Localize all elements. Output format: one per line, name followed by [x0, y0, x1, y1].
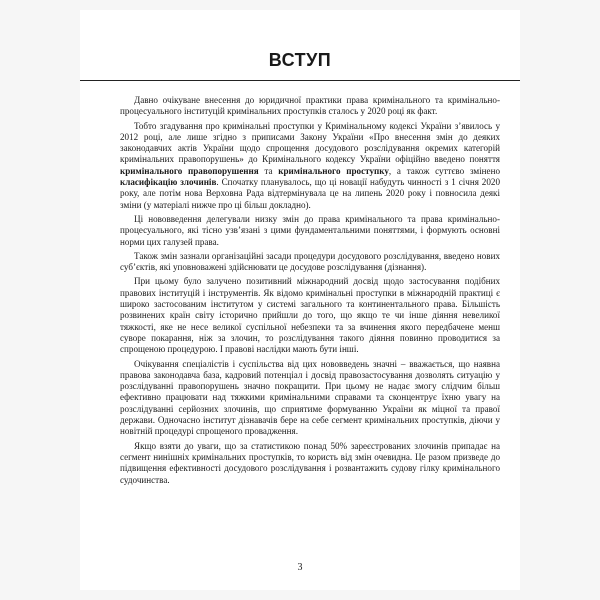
paragraph-6: Очікування спеціалістів і суспільства від цих нововведень значні – вважається, що наявна правова законодавча база, кадровий потенціал і досвід правозастосування дозволять ситуацію у розслідуванні правопорушень значно покращити. При цьому не надає змогу слідчим більш ефективно працювати над тяжкими кримінальними справами та сконцентрує їхню увагу на розслідуванні серйозних злочинів, що сприятиме формуванню України як міцної та правої держави. Одночасно інститут дізнавачів бере на себе сегмент кримінальних проступків, діючи у новітній процедурі спрощеного провадження.	[120, 358, 500, 437]
paragraph-3: Ці нововведення делегували низку змін до права кримінального та права кримінально-процесуального, які тісно узв’язані з цими фундаментальними поняттями, і формують основні норми цих галузей права.	[120, 213, 500, 247]
paragraph-2-text: та	[258, 165, 279, 176]
paragraph-2-text: , а також суттєво змінено	[388, 165, 501, 176]
term-crime-classification: класифікацію злочинів	[120, 177, 217, 188]
paragraph-1: Давно очікуване внесення до юридичної практики права кримінального та кримінально-процесуального інституцій кримінальних проступків сталось у 2020 році як факт.	[120, 95, 500, 117]
body-text	[120, 95, 500, 489]
paragraph-2	[120, 121, 500, 211]
paragraph-5: При цьому було залучено позитивний міжнародний досвід щодо застосування подібних правових інституцій і інструментів. Як відомо кримінальні проступки в міжнародній практиці є широко застосованим інститутом у системі загального та континентального права. Більшість розвинених країн світу історично прийшли до того, що якщо те чи інше діяння невеликої тяжкості, яке не несе великої суспільної небезпеки та за вчинення якого передбачене менш суворе покарання, ніж за злочин, то розслідування такого діяння повинно проводитися за спрощеною процедурою. І правові наслідки мають бути інші.	[120, 276, 500, 355]
document-page	[80, 10, 520, 590]
paragraph-4: Також змін зазнали організаційні засади процедури досудового розслідування, введено нових суб’єктів, які уповноважені здійснювати це досудове розслідування (дізнання).	[120, 250, 500, 273]
paragraph-2-text: Тобто згадування про кримінальні проступки у Кримінальному кодексі України з’явилось у 2012 році, але лише згідно з приписами Закону України «Про внесення змін до деяких законодавчих актів України щодо спрощення досудового розслідування окремих категорій кримінальних правопорушень» до Кримінального кодексу України офіційно введено поняття	[120, 120, 500, 165]
page-title: ВСТУП	[268, 50, 332, 70]
paragraph-2-text: . Спочатку планувалось, що ці новації набудуть чинності з 1 січня 2020 року, але потім нова Верховна Рада відтермінувала це на липень 2020 року і повносила деякі зміни (у матеріалі нижче про ці більш докладно).	[120, 177, 500, 210]
term-criminal-misdemeanor: кримінального проступку	[278, 165, 389, 176]
paragraph-7: Якщо взяти до уваги, що за статистикою понад 50% зареєстрованих злочинів припадає на сегмент нинішніх кримінальних проступків, то користь від змін очевидна. Це разом призведе до підвищення ефективності досудового розслідування і розвантажить судову гілку кримінального судочинства.	[120, 440, 500, 485]
page-number: 3	[297, 562, 303, 573]
page-header	[80, 40, 520, 81]
term-criminal-offense: кримінального правопорушення	[120, 165, 259, 176]
